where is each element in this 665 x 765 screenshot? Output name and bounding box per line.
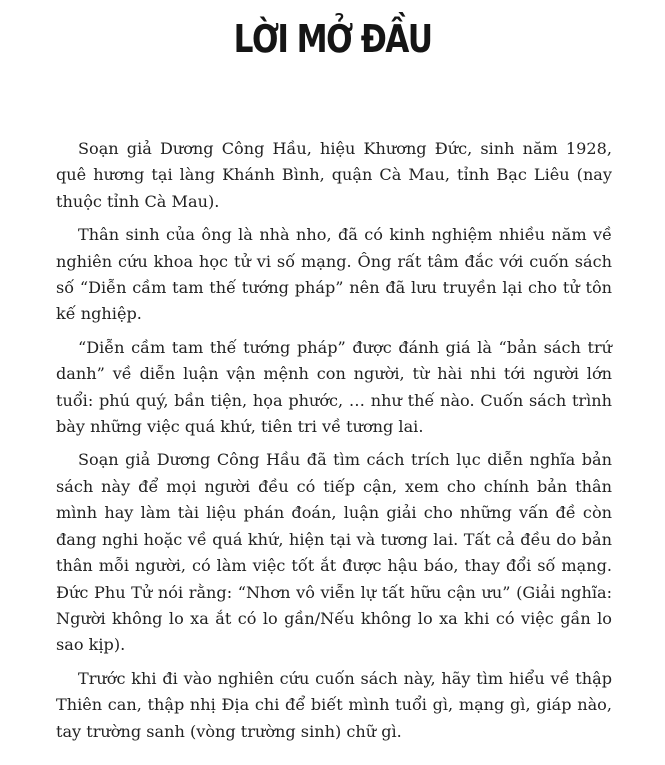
paragraph-3: “Diễn cầm tam thế tướng pháp” được đánh giá là “bản sách trứ danh” về diễn luận vận mệnh con người, từ hài nhi tới người lớn tuổi: phú quý, bần tiện, họa phước, … như thế nào. Cuốn sách trình bày những việc quá khứ, tiên tri về tương lai. xyxy=(56,337,612,437)
paragraph-2: Thân sinh của ông là nhà nho, đã có kinh nghiệm nhiều năm về nghiên cứu khoa học tử vi số mạng. Ông rất tâm đắc với cuốn sách số “Diễn cầm tam thế tướng pháp” nên đã lưu truyền lại cho tử tôn kế nghiệp. xyxy=(56,225,612,324)
body-text xyxy=(56,136,612,752)
page-title: LỜI MỞ ĐẦU xyxy=(233,17,432,61)
paragraph-4: Soạn giả Dương Công Hầu đã tìm cách trích lục diễn nghĩa bản sách này để mọi người đều có tiếp cận, xem cho chính bản thân mình hay làm tài liệu phán đoán, luận giải cho những vấn đề còn đang nghi hoặc về quá khứ, hiện tại và tương lai. Tất cả đều do bản thân mỗi người, có làm việc tốt ắt được hậu báo, thay đổi số mạng. Đức Phu Tử nói rằng: “Nhơn vô viễn lự tất hữu cận ưu” (Giải nghĩa: Người không lo xa ắt có lo gần/Nếu không lo xa khi có việc gần lo sao kịp). xyxy=(56,450,612,655)
paragraph-5: Trước khi đi vào nghiên cứu cuốn sách này, hãy tìm hiểu về thập Thiên can, thập nhị Địa chi để biết mình tuổi gì, mạng gì, giáp nào, tay trường sanh (vòng trường sinh) chữ gì. xyxy=(56,668,612,741)
paragraph-1: Soạn giả Dương Công Hầu, hiệu Khương Đức, sinh năm 1928, quê hương tại làng Khánh Bình, quận Cà Mau, tỉnh Bạc Liêu (nay thuộc tỉnh Cà Mau). xyxy=(56,139,612,211)
